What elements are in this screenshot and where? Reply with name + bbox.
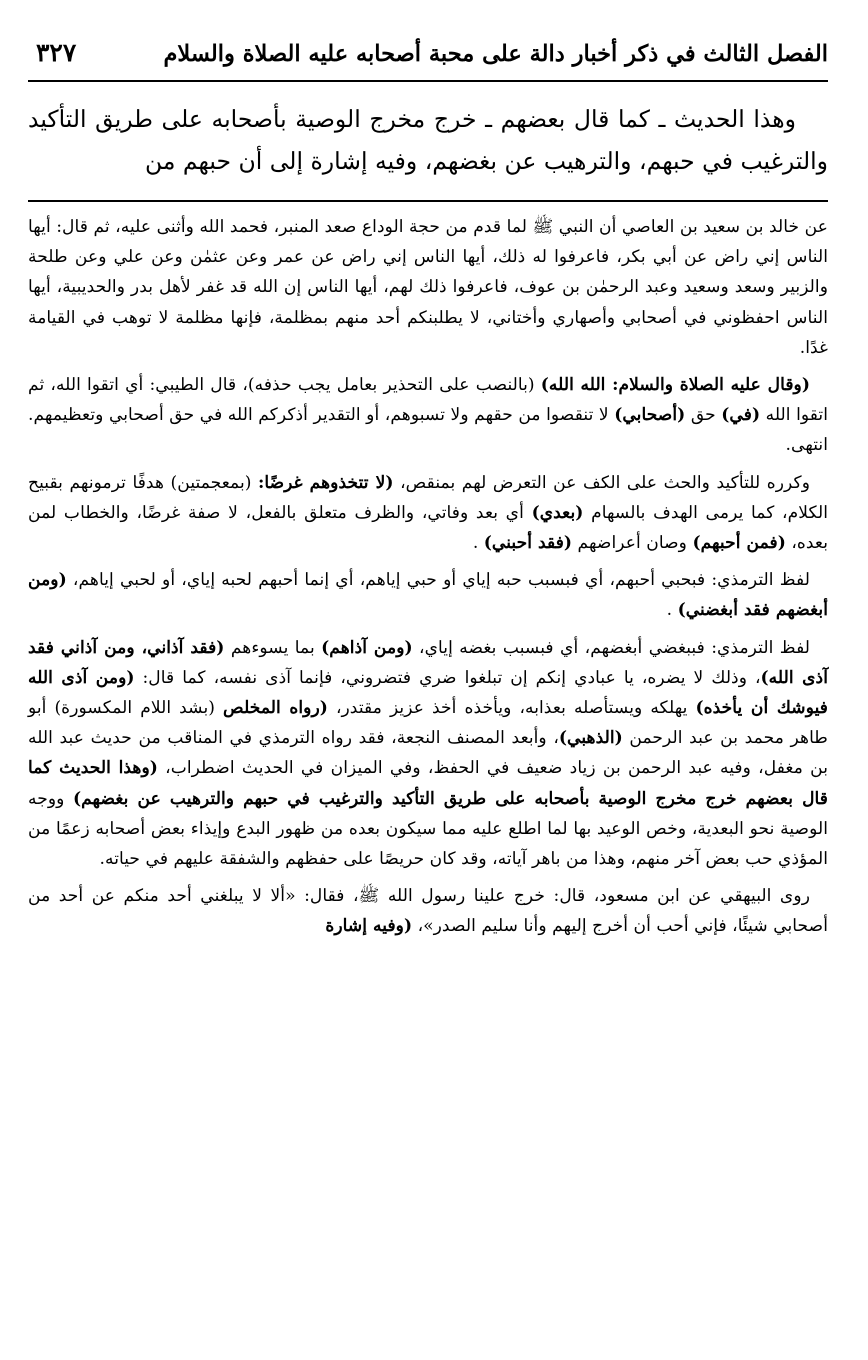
bold-quote: (رواه المخلص [223, 698, 328, 719]
bold-quote: (وفيه إشارة [325, 916, 413, 937]
bold-quote: (وهذا الحديث كما قال بعضهم خرج مخرج الوصية بأصحابه على طريق التأكيد والترغيب في حبهم والترهيب عن بغضهم) [28, 758, 829, 809]
commentary-text: يهلكه ويستأصله بعذابه، ويأخذه أخذ عزيز مقتدر، [327, 698, 696, 719]
bold-quote: (في) [721, 405, 761, 426]
commentary-paragraph [28, 370, 828, 461]
bold-quote: (ومن آذى الله فيوشك أن يأخذه) [28, 667, 828, 719]
main-text [28, 98, 828, 186]
bold-quote: (فقد أحبني) [483, 533, 573, 554]
commentary-text: لفظ الترمذي: فببغضي أبغضهم، أي فبسبب بغضه إياي، [412, 637, 811, 658]
bold-quote: (ومن أبغضهم فقد أبغضني) [28, 570, 828, 621]
commentary-text: (بالنصب على التحذير بعامل يجب حذفه)، قال الطيبي: أي اتقوا الله، ثم اتقوا الله [28, 375, 828, 426]
chapter-title: الفصل الثالث في ذكر أخبار دالة على محبة أصحابه عليه الصلاة والسلام [163, 41, 828, 67]
bold-quote: (لا تتخذوهم غرضًا: [257, 472, 394, 493]
bold-quote: (ومن آذاهم) [321, 637, 413, 658]
commentary-paragraph [28, 881, 828, 941]
commentary-text: (بمعجمتين) هدفًا ترمونهم بقبيح الكلام، كما يرمى الهدف بالسهام [28, 472, 828, 523]
commentary-text: لفظ الترمذي: فبحبي أحبهم، أي فبسبب حبه إياي أو حبي إياهم، أي إنما أحبهم لحبه إياي، أو لحبي إياهم، [66, 570, 810, 591]
commentary-text: بما يسوءهم [224, 637, 322, 658]
commentary-text: وكرره للتأكيد والحث على الكف عن التعرض لهم بمنقص، [393, 472, 810, 493]
main-paragraph: وهذا الحديث ـ كما قال بعضهم ـ خرج مخرج الوصية بأصحابه على طريق التأكيد والترغيب في حبهم، والترهيب عن بغضهم، وفيه إشارة إلى أن حبهم من [28, 105, 828, 175]
commentary-paragraph: عن خالد بن سعيد بن العاصي أن النبي ﷺ لما قدم من حجة الوداع صعد المنبر، فحمد الله وأثنى عليه، ثم قال: أيها الناس إني راض عن أبي بكر، فاعرفوا له ذلك، أيها الناس إني راض عن عمر وعن عثمٰن وعن علي وعن طلحة والزبير وسعد وسعيد وعبد الرحمٰن بن عوف، فاعرفوا ذلك لهم، أيها الناس إن الله قد غفر لأهل بدر والحديبية، أيها الناس احفظوني في أصحابي وأصهاري وأختاني، لا يطلبنكم أحد منهم بمظلمة، فإنها مظلمة لا توهب في القيامة غدًا. [28, 217, 828, 358]
bold-quote: (الذهبي) [558, 728, 623, 749]
footnote-divider [28, 200, 828, 202]
commentary-text: ووجه الوصية نحو البعدية، وخص الوعيد بها لما اطلع عليه مما سيكون بعده من ظهور البدع وإيذاء بعض أصحابه زعمًا من المؤذي حب بعض آخر منهم، وهذا من باهر آياته، وقد كان حريصًا على حفظهم والشفقة عليهم في حياته. [28, 788, 828, 870]
commentary [28, 212, 828, 942]
commentary-text: حق [685, 405, 722, 426]
bold-quote: (فمن أحبهم) [692, 533, 786, 554]
commentary-text: (بشد اللام المكسورة) أبو طاهر محمد بن عبد الرحمن [28, 698, 828, 749]
commentary-text: ، وذلك لا يضره، يا عبادي إنكم إن تبلغوا ضري فتضروني، فإنما آذى نفسه، كما قال: [134, 667, 761, 688]
bold-quote: (بعدي) [531, 502, 584, 523]
commentary-paragraph [28, 633, 828, 875]
commentary-text: أي بعد وفاتي، والظرف متعلق بالفعل، لا صفة غرضًا، والخطاب لمن بعده، [28, 502, 828, 554]
commentary-text: ، وأبعد المصنف النجعة، فقد رواه الترمذي في المناقب من حديث عبد الله بن مغفل، وفيه عبد الرحمن بن زياد ضعيف في الحفظ، وفي الميزان في الحديث اضطراب، [28, 728, 829, 779]
bold-quote: (وقال عليه الصلاة والسلام: الله الله) [540, 375, 810, 396]
commentary-text: . [666, 600, 678, 621]
commentary-text: روى البيهقي عن ابن مسعود، قال: خرج علينا رسول الله ﷺ، فقال: «ألا لا يبلغني أحد منكم عن أحد من أصحابي شيئًا، فإني أحب أن أخرج إليهم وأنا سليم الصدر»، [28, 886, 828, 937]
commentary-paragraph [28, 565, 828, 625]
commentary-text: لا تنقصوا من حقهم ولا تسبوهم، أو التقدير أذكركم الله في حق أصحابي وتعظيمهم. انتهى. [28, 405, 828, 456]
page-number: ٣٢٧ [36, 38, 77, 67]
commentary-paragraph [28, 468, 828, 559]
commentary-text: وصان أعراضهم [572, 533, 693, 554]
bold-quote: (أصحابي) [614, 405, 686, 426]
bold-quote: (فقد آذاني، ومن آذاني فقد آذى الله) [28, 637, 828, 688]
page-header [28, 0, 828, 82]
commentary-text: . [472, 533, 484, 554]
